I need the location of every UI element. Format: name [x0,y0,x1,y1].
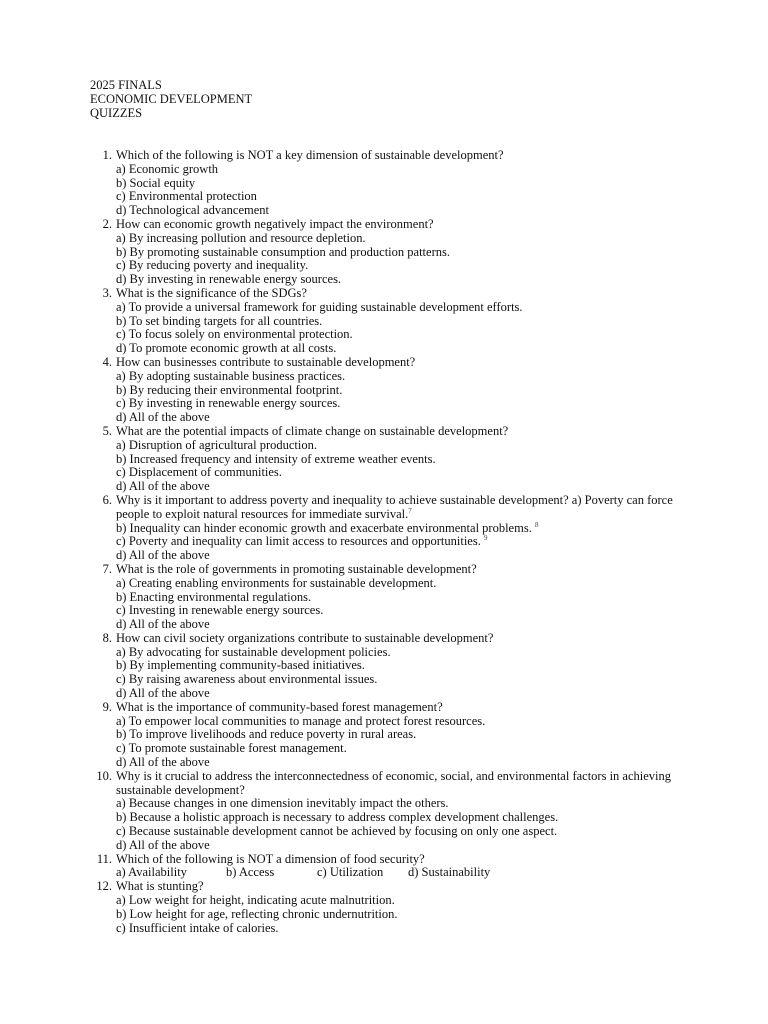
answer-option-text: b) By promoting sustainable consumption and production patterns. [116,244,450,259]
question-item [90,701,690,770]
answer-option-text: c) By reducing poverty and inequality. [116,258,309,273]
answer-option [116,411,690,425]
question-item [90,218,690,287]
question-text-content: How can civil society organizations contribute to sustainable development? [116,630,494,645]
question-number: 6. [102,492,112,507]
answer-option [116,797,690,811]
answer-option-text: c) By raising awareness about environmental issues. [116,672,378,687]
question-text-content: What is the role of governments in promoting sustainable development? [116,561,477,576]
answer-option [116,673,690,687]
question-text-content: What is the importance of community-based forest management? [116,699,443,714]
answer-options [116,522,690,563]
question-text-content: Why is it crucial to address the interconnectedness of economic, social, and environmental factors in achieving sustainable development? [116,768,672,797]
question-text-content: What are the potential impacts of climate change on sustainable development? [116,423,509,438]
question-number: 9. [102,699,112,714]
answer-option-text: d) Sustainability [408,865,491,880]
answer-option [226,866,317,880]
question-item [90,494,690,563]
answer-option [116,246,690,260]
answer-option-text: d) All of the above [116,479,210,494]
answer-option-text: d) All of the above [116,686,210,701]
question-number: 3. [102,285,112,300]
answer-option-text: a) By adopting sustainable business practices. [116,368,346,383]
answer-options [116,163,690,218]
question-number: 12. [96,879,112,894]
answer-option-text: d) Technological advancement [116,203,269,218]
footnote-marker: 7 [408,506,412,515]
answer-option-text: b) Social equity [116,175,196,190]
answer-option [116,439,690,453]
answer-option [116,232,690,246]
question-text-content: Which of the following is NOT a key dimension of sustainable development? [116,148,504,162]
answer-option [116,728,690,742]
answer-options [116,797,690,852]
answer-options [116,439,690,494]
answer-option-text: b) Access [226,865,275,880]
question-text [116,287,690,301]
answer-option [116,894,690,908]
answer-option [116,522,690,536]
answer-option-text: a) By increasing pollution and resource depletion. [116,230,366,245]
answer-option [408,866,490,880]
question-text [116,701,690,715]
answer-option [116,315,690,329]
question-number: 4. [102,354,112,369]
answer-option [116,618,690,632]
question-text [116,356,690,370]
question-text-content: What is stunting? [116,879,204,894]
answer-option [116,190,690,204]
answer-option [116,480,690,494]
answer-option [116,163,690,177]
answer-option-text: c) By investing in renewable energy sources. [116,396,341,411]
question-text [116,218,690,232]
question-text [116,770,690,798]
answer-option [116,591,690,605]
answer-options [116,715,690,770]
answer-options [116,370,690,425]
answer-options [116,894,690,935]
answer-option-text: d) All of the above [116,755,210,770]
question-item [90,853,690,881]
question-text [116,494,690,522]
answer-option-text: b) Because a holistic approach is necessary to address complex development challenges. [116,810,559,825]
answer-option-text: d) All of the above [116,548,210,563]
answer-option [116,715,690,729]
question-number: 1. [102,148,112,162]
question-text [116,149,690,163]
answer-option [116,687,690,701]
answer-option-text: b) Low height for age, reflecting chronic undernutrition. [116,906,398,921]
question-text [116,853,690,867]
question-number: 11. [96,851,112,866]
answer-option-text: b) Increased frequency and intensity of extreme weather events. [116,451,436,466]
answer-option [116,742,690,756]
answer-option [116,384,690,398]
answer-option-text: a) Availability [116,865,187,880]
answer-option-text: b) Enacting environmental regulations. [116,589,312,604]
question-number: 2. [102,216,112,231]
footnote-marker: 8 [534,520,539,529]
answer-option-text: b) To improve livelihoods and reduce poverty in rural areas. [116,727,417,742]
answer-options [116,646,690,701]
answer-option [116,273,690,287]
question-text [116,880,690,894]
answer-option-text: a) To provide a universal framework for guiding sustainable development efforts. [116,299,523,314]
answer-option-text: a) By advocating for sustainable development policies. [116,644,391,659]
answer-option [116,370,690,384]
answer-option-text: a) Low weight for height, indicating acute malnutrition. [116,893,395,908]
question-item [90,149,690,218]
answer-option-text: c) Because sustainable development cannot be achieved by focusing on only one aspect. [116,824,558,839]
answer-option-text: d) All of the above [116,617,210,632]
question-text [116,563,690,577]
question-number: 10. [96,768,112,783]
answer-options [116,577,690,632]
answer-option-text: d) All of the above [116,837,210,852]
question-text-content: Why is it important to address poverty and inequality to achieve sustainable development? a) Poverty can force people to exploit natural resources for immediate survival. [116,492,673,521]
answer-option [116,866,226,880]
answer-option [116,549,690,563]
answer-option-text: d) All of the above [116,410,210,425]
question-item [90,770,690,853]
answer-option-text: c) To promote sustainable forest management. [116,741,347,756]
answer-option [116,397,690,411]
header-course-title: ECONOMIC DEVELOPMENT [90,92,253,106]
answer-option [116,577,690,591]
question-text-content: Which of the following is NOT a dimension of food security? [116,851,425,866]
answer-option [116,756,690,770]
question-item [90,287,690,356]
answer-option-text: c) Displacement of communities. [116,465,282,480]
question-item [90,563,690,632]
answer-option-text: a) Economic growth [116,161,219,176]
answer-option-text: d) To promote economic growth at all costs. [116,341,337,356]
answer-option-text: c) To focus solely on environmental protection. [116,327,353,342]
answer-option [116,342,690,356]
answer-option [116,922,690,936]
answer-option-text: a) To empower local communities to manage and protect forest resources. [116,713,486,728]
header-section-title: QUIZZES [90,106,143,120]
question-list [90,149,690,935]
answer-option-text: c) Environmental protection [116,189,257,204]
answer-option [116,659,690,673]
answer-option [116,839,690,853]
answer-option [116,535,690,549]
answer-option [116,328,690,342]
question-text-content: How can businesses contribute to sustainable development? [116,354,416,369]
question-text-content: How can economic growth negatively impact the environment? [116,216,434,231]
question-item [90,425,690,494]
answer-option [116,908,690,922]
answer-option [116,825,690,839]
answer-option [116,453,690,467]
answer-option-text: d) By investing in renewable energy sources. [116,272,342,287]
answer-option [116,259,690,273]
question-text [116,632,690,646]
answer-option-text: b) By implementing community-based initiatives. [116,658,365,673]
answer-option-text: c) Utilization [317,865,384,880]
answer-option-text: a) Because changes in one dimension inevitably impact the others. [116,796,449,811]
answer-option [116,466,690,480]
answer-option-text: b) To set binding targets for all countries. [116,313,323,328]
question-text [116,425,690,439]
document-header [90,78,252,120]
answer-option-text: c) Poverty and inequality can limit access to resources and opportunities. [116,534,481,549]
answer-option-text: a) Disruption of agricultural production. [116,437,317,452]
question-text-content: What is the significance of the SDGs? [116,285,307,300]
answer-option-text: a) Creating enabling environments for sustainable development. [116,575,437,590]
header-year-title: 2025 FINALS [90,78,162,92]
question-item [90,880,690,935]
answer-option [116,604,690,618]
question-item [90,356,690,425]
answer-option [116,204,690,218]
answer-option [116,646,690,660]
answer-option [317,866,408,880]
answer-option-text: c) Insufficient intake of calories. [116,920,279,935]
answer-option-text: b) Inequality can hinder economic growth and exacerbate environmental problems. [116,520,532,535]
answer-option [116,177,690,191]
answer-option [116,301,690,315]
answer-option [116,811,690,825]
answer-option-text: c) Investing in renewable energy sources. [116,603,324,618]
footnote-marker: 9 [483,534,488,543]
question-number: 8. [102,630,112,645]
answer-options [116,232,690,287]
answer-options [116,866,690,880]
question-number: 5. [102,423,112,438]
answer-options [116,301,690,356]
question-number: 7. [102,561,112,576]
answer-option-text: b) By reducing their environmental footprint. [116,382,343,397]
question-item [90,632,690,701]
